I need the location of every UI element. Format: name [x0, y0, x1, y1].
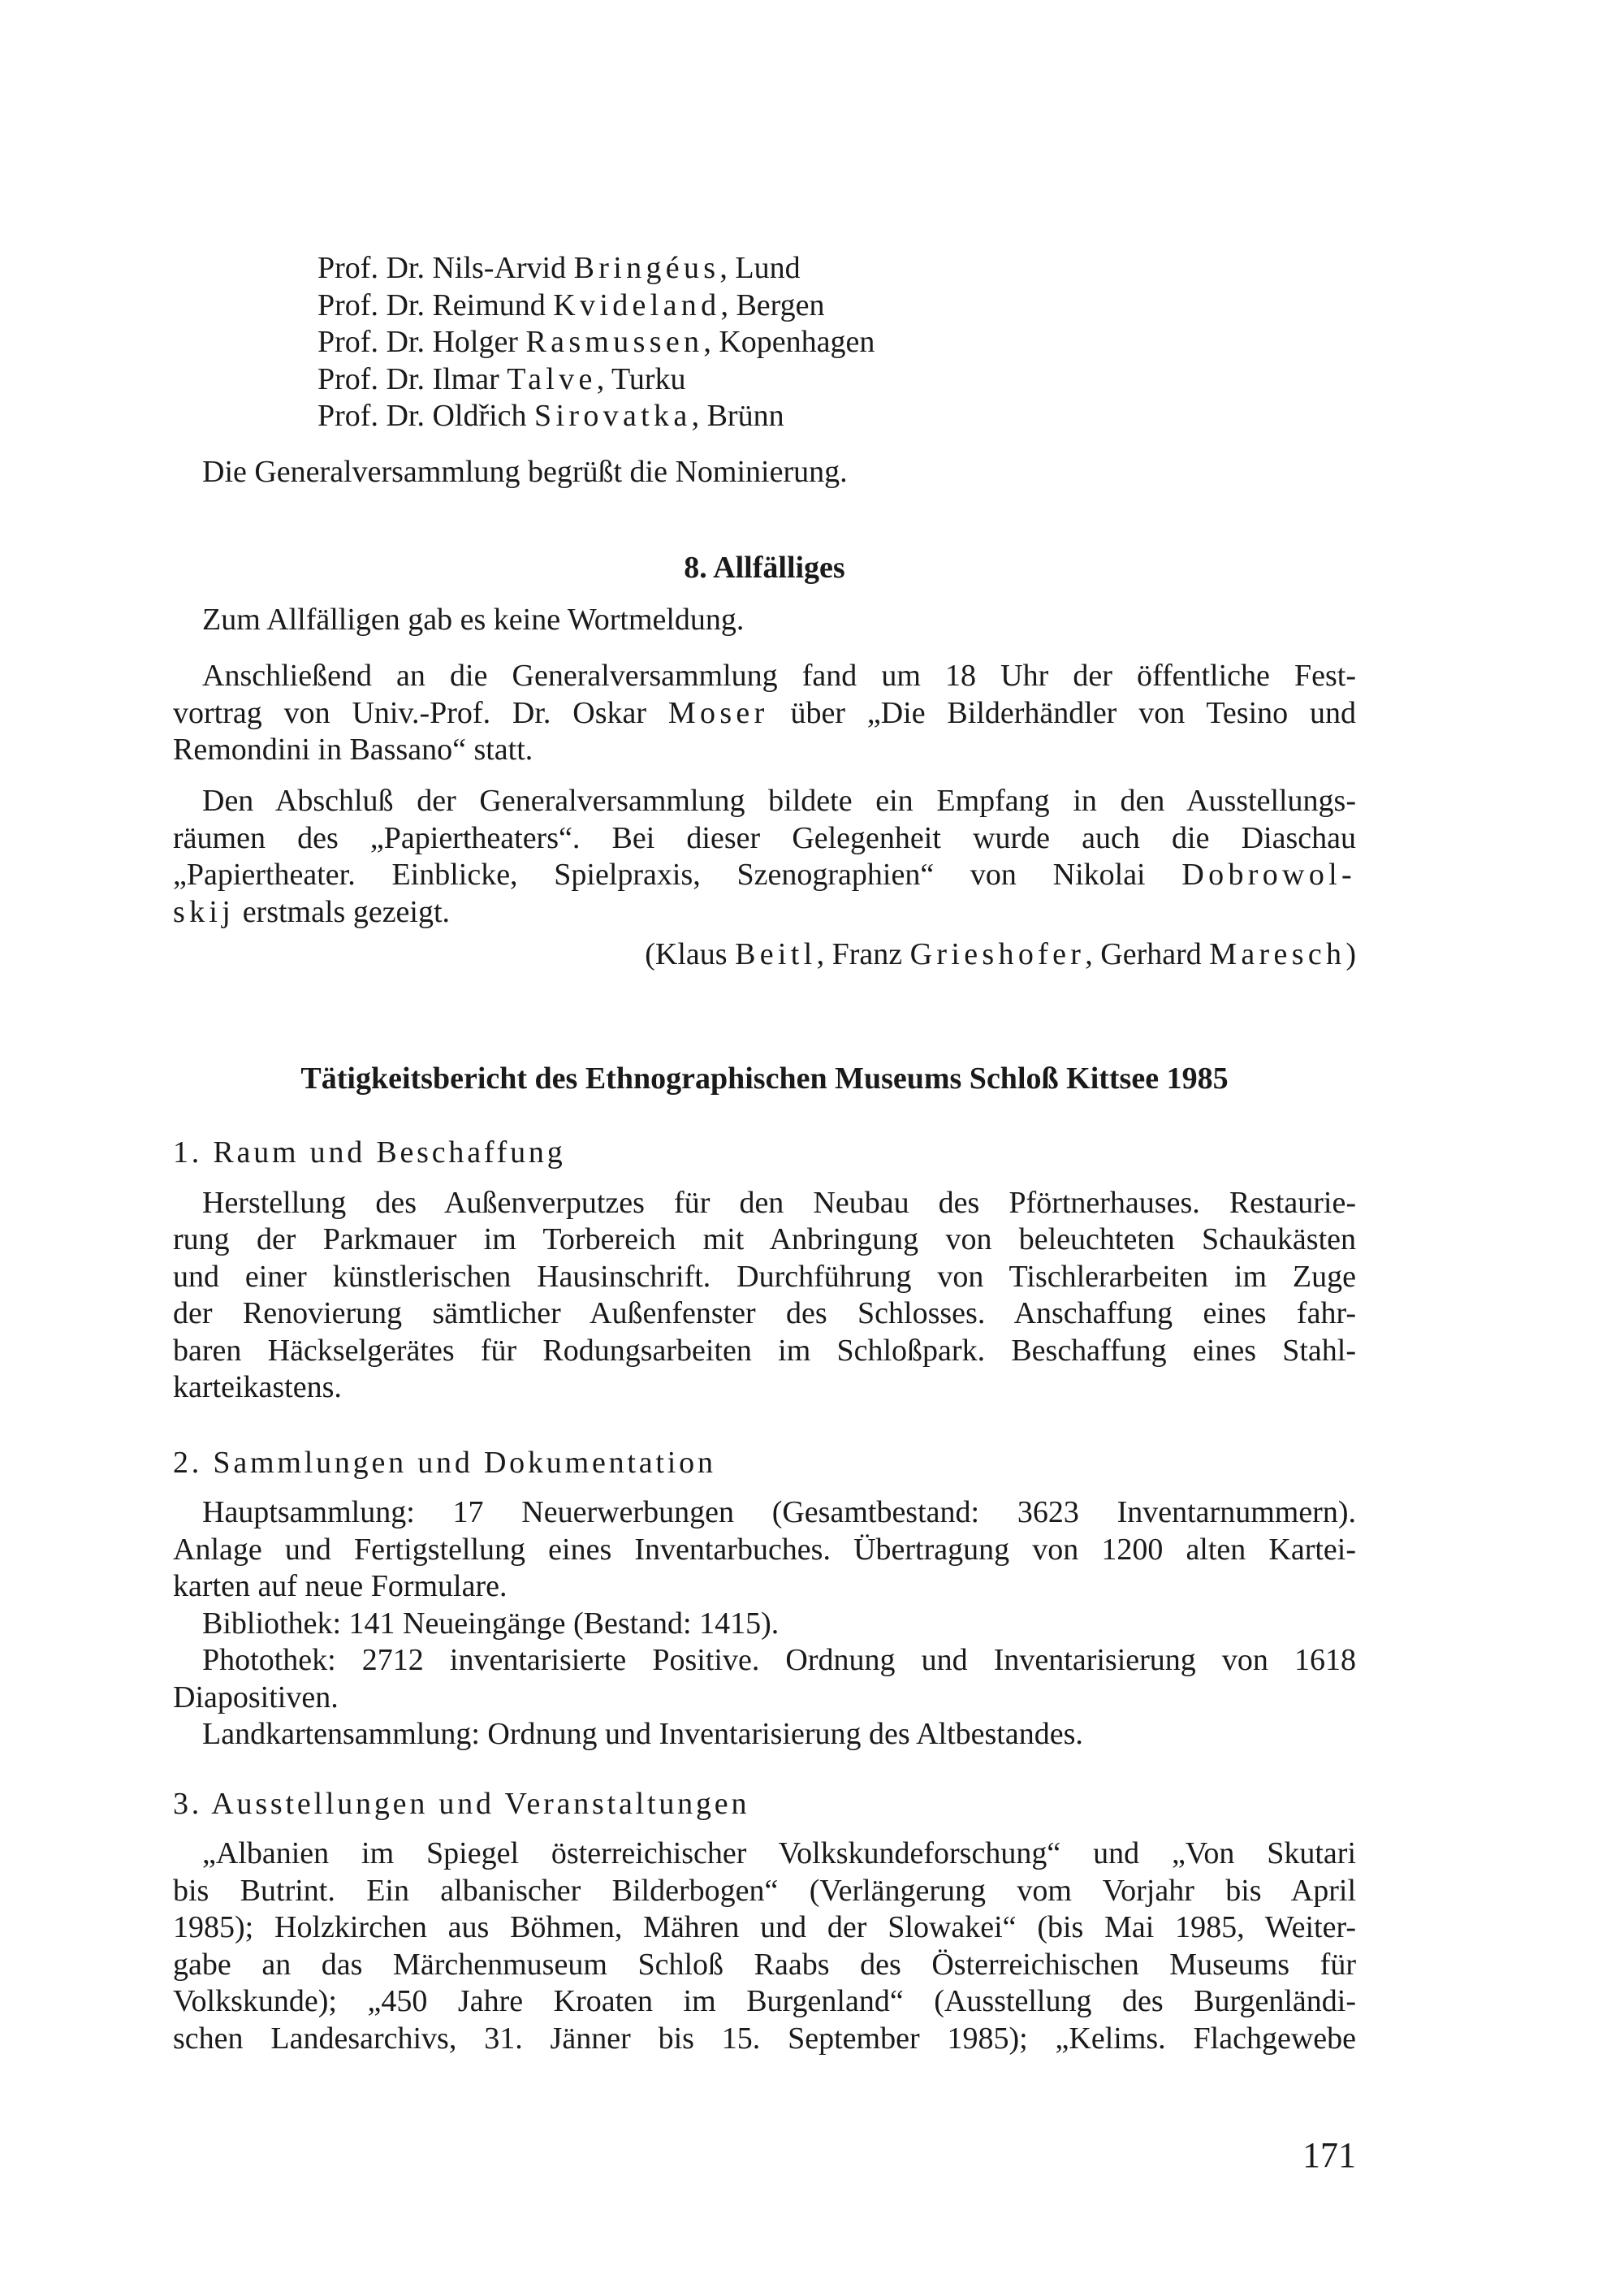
paragraph	[173, 1606, 1356, 1643]
text-segment: über „Die Bilderhändler von Tesino und	[768, 695, 1356, 730]
text-line	[173, 288, 1356, 325]
paragraph	[173, 602, 1356, 639]
text-line	[173, 1445, 1356, 1482]
text-segment: 2. Sammlungen und Dokumentation	[173, 1446, 716, 1480]
text-line	[173, 1222, 1356, 1259]
text-line	[173, 1680, 1356, 1717]
text-line	[173, 1836, 1356, 1873]
paragraph	[173, 1836, 1356, 2057]
text-line	[173, 695, 1356, 733]
subsection-heading	[173, 1786, 1356, 1823]
text-segment: , Bergen	[720, 288, 825, 322]
text-line	[173, 783, 1356, 820]
text-line	[173, 1369, 1356, 1407]
paragraph	[173, 783, 1356, 931]
text-segment: 1. Raum und Beschaffung	[173, 1135, 566, 1170]
text-segment: und einer künstlerischen Hausinschrift. Durchführung von Tischlerarbeiten im Zuge	[173, 1259, 1356, 1294]
spaced-name: skij	[173, 894, 235, 929]
text-line	[173, 1532, 1356, 1569]
text-segment: Die Generalversammlung begrüßt die Nominierung.	[202, 455, 848, 489]
spaced-name: Moser	[667, 695, 769, 730]
text-segment: der Renovierung sämtlicher Außenfenster des Schlosses. Anschaffung eines fahr-	[173, 1296, 1356, 1330]
text-segment: Prof. Dr. Ilmar	[317, 361, 508, 396]
text-segment: Prof. Dr. Holger	[317, 325, 526, 359]
text-segment: Landkartensammlung: Ordnung und Inventarisierung des Altbestandes.	[202, 1717, 1083, 1751]
spaced-name: Grieshofer	[909, 936, 1086, 971]
text-segment: Photothek: 2712 inventarisierte Positive. Ordnung und Inventarisierung von 1618	[202, 1643, 1356, 1677]
text-line	[173, 250, 1356, 288]
text-segment: „Albanien im Spiegel österreichischer Volkskundeforschung“ und „Von Skutari	[202, 1836, 1356, 1870]
text-segment: Volkskunde); „450 Jahre Kroaten im Burgenland“ (Ausstellung des Burgenländi-	[173, 1984, 1356, 2018]
text-line	[173, 1947, 1356, 1984]
spaced-name: Bringéus	[573, 251, 720, 285]
text-segment: , Kopenhagen	[703, 325, 875, 359]
text-segment: gabe an das Märchenmuseum Schloß Raabs des Österreichischen Museums für	[173, 1947, 1356, 1982]
subsection-heading	[173, 1445, 1356, 1482]
text-line	[173, 658, 1356, 695]
spaced-name: Kvideland	[553, 288, 721, 322]
text-line	[173, 550, 1356, 587]
text-segment: 8. Allfälliges	[684, 551, 845, 585]
text-segment: bis Butrint. Ein albanischer Bilderbogen“ (Verlängerung vom Vorjahr bis April	[173, 1873, 1356, 1908]
text-segment: , Franz	[816, 936, 910, 971]
text-segment: Diapositiven.	[173, 1680, 339, 1714]
text-segment: vortrag von Univ.-Prof. Dr. Oskar	[173, 695, 668, 730]
spaced-name: Maresch	[1209, 936, 1346, 971]
text-segment: )	[1345, 936, 1356, 971]
document-body	[173, 250, 1356, 2057]
text-line	[173, 398, 1356, 435]
text-segment: Tätigkeitsbericht des Ethnographischen Museums Schloß Kittsee 1985	[300, 1061, 1229, 1096]
section-heading	[173, 550, 1356, 587]
text-segment: karteikastens.	[173, 1370, 342, 1404]
nominee-list	[173, 250, 1356, 435]
text-line	[173, 1873, 1356, 1910]
text-line	[173, 1716, 1356, 1753]
text-line	[173, 857, 1356, 894]
text-segment: , Brünn	[691, 399, 784, 433]
text-line	[173, 1185, 1356, 1222]
paragraph	[173, 1494, 1356, 1606]
text-segment: Prof. Dr. Reimund	[317, 288, 554, 322]
text-line	[173, 602, 1356, 639]
paragraph	[173, 1642, 1356, 1716]
text-segment: , Gerhard	[1085, 936, 1210, 971]
text-segment: Bibliothek: 141 Neueingänge (Bestand: 1415).	[202, 1606, 780, 1641]
paragraph	[173, 658, 1356, 769]
text-segment: Hauptsammlung: 17 Neuerwerbungen (Gesamtbestand: 3623 Inventarnummern).	[202, 1495, 1356, 1529]
text-line	[173, 1642, 1356, 1680]
spaced-name: Talve	[507, 361, 597, 396]
text-segment: Anschließend an die Generalversammlung fand um 18 Uhr der öffentliche Fest-	[202, 659, 1356, 693]
spaced-name: Dobrowol-	[1181, 858, 1356, 892]
text-line	[173, 1295, 1356, 1333]
text-segment: , Lund	[719, 251, 801, 285]
text-line	[173, 1135, 1356, 1172]
text-line	[173, 324, 1356, 361]
text-segment: (Klaus	[645, 936, 736, 971]
text-segment: rung der Parkmauer im Torbereich mit Anbringung von beleuchteten Schaukästen	[173, 1222, 1356, 1256]
text-segment: räumen des „Papiertheaters“. Bei dieser Gelegenheit wurde auch die Diaschau	[173, 820, 1356, 855]
text-line	[173, 936, 1356, 974]
text-segment: 1985); Holzkirchen aus Böhmen, Mähren und der Slowakei“ (bis Mai 1985, Weiter-	[173, 1910, 1356, 1944]
text-segment: „Papiertheater. Einblicke, Spielpraxis, Szenographien“ von Nikolai	[173, 858, 1182, 892]
paragraph	[173, 1185, 1356, 1407]
subsection-heading	[173, 1135, 1356, 1172]
text-line	[173, 2021, 1356, 2058]
text-segment: Den Abschluß der Generalversammlung bildete ein Empfang in den Ausstellungs-	[202, 784, 1356, 818]
text-segment: schen Landesarchivs, 31. Jänner bis 15. September 1985); „Kelims. Flachgewebe	[173, 2021, 1356, 2056]
text-segment: Herstellung des Außenverputzes für den Neubau des Pförtnerhauses. Restaurie-	[202, 1185, 1356, 1220]
signature	[173, 936, 1356, 974]
spaced-name: Rasmussen	[525, 325, 704, 359]
spaced-name: Sirovatka	[534, 399, 692, 433]
text-line	[173, 1568, 1356, 1606]
text-segment: Zum Allfälligen gab es keine Wortmeldung.	[202, 603, 745, 637]
paragraph	[173, 454, 1356, 491]
text-segment: erstmals gezeigt.	[235, 894, 451, 929]
text-line	[173, 454, 1356, 491]
spaced-name: Beitl	[735, 936, 817, 971]
text-line	[173, 732, 1356, 769]
text-segment: Prof. Dr. Oldřich	[317, 399, 535, 433]
paragraph	[173, 1716, 1356, 1753]
text-line	[173, 1909, 1356, 1947]
text-segment: karten auf neue Formulare.	[173, 1569, 508, 1603]
text-segment: Remondini in Bassano“ statt.	[173, 733, 533, 767]
text-line	[173, 1606, 1356, 1643]
text-line	[173, 1333, 1356, 1370]
text-segment: baren Häckselgerätes für Rodungsarbeiten im Schloßpark. Beschaffung eines Stahl-	[173, 1333, 1356, 1368]
page-number: 171	[1302, 2135, 1356, 2175]
text-line	[173, 1259, 1356, 1296]
text-line	[173, 1786, 1356, 1823]
text-line	[173, 1983, 1356, 2021]
text-line	[173, 1494, 1356, 1532]
text-line	[173, 894, 1356, 932]
text-segment: Anlage und Fertigstellung eines Inventarbuches. Übertragung von 1200 alten Kartei-	[173, 1532, 1356, 1567]
section-heading	[173, 1061, 1356, 1098]
text-segment: Prof. Dr. Nils-Arvid	[317, 251, 574, 285]
text-segment: 3. Ausstellungen und Veranstaltungen	[173, 1787, 750, 1821]
text-line	[173, 361, 1356, 399]
text-line	[173, 820, 1356, 858]
text-segment: , Turku	[596, 361, 686, 396]
text-line	[173, 1061, 1356, 1098]
